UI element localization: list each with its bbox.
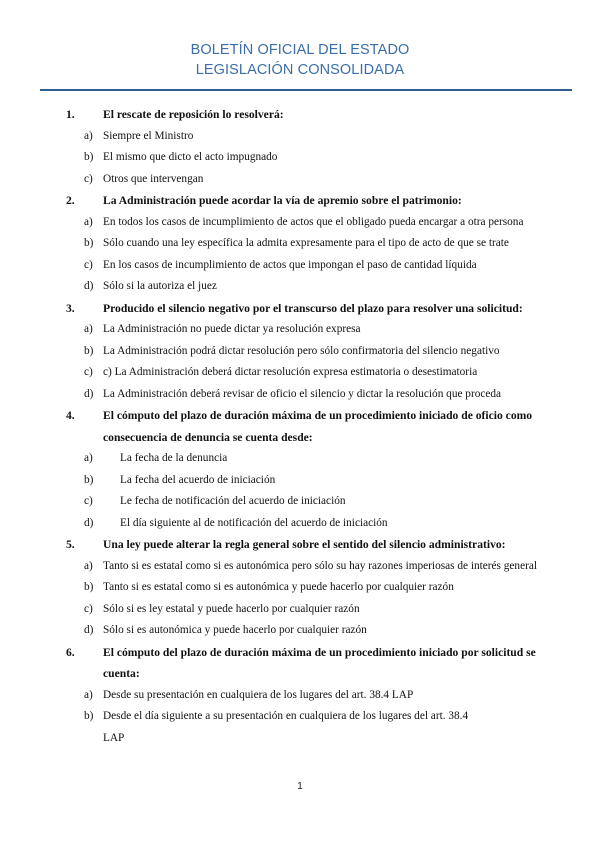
option-text: Sólo si es ley estatal y puede hacerlo por cualquier razón <box>103 602 360 615</box>
option-letter: c) <box>84 495 93 507</box>
question-text: El rescate de reposición lo resolverá: <box>103 108 284 121</box>
option-letter: a) <box>84 559 93 572</box>
option-text: Sólo cuando una ley específica la admita expresamente para el tipo de acto de que se trate <box>103 237 509 249</box>
option-4a <box>0 448 600 470</box>
option-3b <box>0 341 600 363</box>
option-letter: d) <box>84 387 94 400</box>
option-letter: b) <box>84 344 94 357</box>
option-letter: a) <box>84 323 93 335</box>
option-5d <box>0 620 600 642</box>
question-4 <box>0 405 600 448</box>
question-5 <box>0 534 600 556</box>
option-text: Otros que intervengan <box>103 172 204 185</box>
option-2c <box>0 255 600 277</box>
option-text: La fecha del acuerdo de iniciación <box>120 473 276 486</box>
option-4d <box>0 513 600 535</box>
question-2 <box>0 190 600 212</box>
option-letter: a) <box>84 688 93 701</box>
option-letter: c) <box>84 366 93 378</box>
option-text: Tanto si es estatal como si es autonómica y puede hacerlo por cualquier razón <box>103 581 454 593</box>
option-4b <box>0 470 600 492</box>
question-number: 4. <box>66 409 75 422</box>
question-text: El cómputo del plazo de duración máxima de un procedimiento iniciado de oficio como consecuencia de denuncia se cuenta desde: <box>103 409 533 444</box>
option-6a <box>0 685 600 707</box>
page-number: 1 <box>297 781 303 792</box>
option-letter: d) <box>84 280 94 292</box>
question-6 <box>0 642 600 685</box>
option-1b <box>0 147 600 169</box>
question-3 <box>0 298 600 320</box>
question-text: El cómputo del plazo de duración máxima de un procedimiento iniciado por solicitud se cuenta: <box>103 645 536 680</box>
option-letter: b) <box>84 151 94 163</box>
option-4c <box>0 491 600 513</box>
option-text: La fecha de la denuncia <box>120 452 228 464</box>
option-letter: c) <box>84 172 93 185</box>
option-text: Tanto si es estatal como si es autonómica pero sólo su hay razones imperiosas de interés general <box>103 559 538 572</box>
option-text: El mismo que dicto el acto impugnado <box>103 151 278 163</box>
option-letter: d) <box>84 624 94 636</box>
option-letter: b) <box>84 237 94 249</box>
option-6b <box>0 706 600 749</box>
option-2b <box>0 233 600 255</box>
option-5b <box>0 577 600 599</box>
option-text: La Administración deberá revisar de oficio el silencio y dictar la resolución que proceda <box>103 387 502 400</box>
question-number: 6. <box>66 645 75 659</box>
option-text: Desde el día siguiente a su presentación en cualquiera de los lugares del art. 38.4 LAP <box>103 710 469 744</box>
question-text: Producido el silencio negativo por el transcurso del plazo para resolver una solicitud: <box>103 301 523 315</box>
option-letter: b) <box>84 710 94 722</box>
header-subtitle: LEGISLACIÓN CONSOLIDADA <box>195 62 405 78</box>
option-letter: a) <box>84 129 93 142</box>
option-letter: a) <box>84 215 93 228</box>
option-letter: a) <box>84 452 93 464</box>
option-text: Sólo si es autonómica y puede hacerlo por cualquier razón <box>103 624 367 636</box>
option-letter: d) <box>84 516 94 529</box>
header-divider <box>40 89 572 91</box>
option-3d <box>0 384 600 406</box>
option-text: Desde su presentación en cualquiera de los lugares del art. 38.4 LAP <box>103 688 414 701</box>
option-1a <box>0 126 600 148</box>
option-3c <box>0 362 600 384</box>
option-text: La Administración no puede dictar ya resolución expresa <box>103 323 361 335</box>
option-2a <box>0 212 600 234</box>
option-letter: b) <box>84 581 94 593</box>
question-list <box>0 104 600 749</box>
option-2d <box>0 276 600 298</box>
header-title: BOLETÍN OFICIAL DEL ESTADO <box>190 42 410 58</box>
option-text: c) La Administración deberá dictar resolución expresa estimatoria o desestimatoria <box>103 366 478 378</box>
question-number: 1. <box>66 108 75 121</box>
option-3a <box>0 319 600 341</box>
option-text: En los casos de incumplimiento de actos que impongan el paso de cantidad líquida <box>103 258 477 271</box>
option-5c <box>0 599 600 621</box>
option-letter: b) <box>84 473 94 486</box>
question-number: 2. <box>66 194 75 207</box>
option-letter: c) <box>84 602 93 615</box>
option-5a <box>0 556 600 578</box>
option-text: En todos los casos de incumplimiento de actos que el obligado pueda encargar a otra persona <box>103 215 524 228</box>
option-1c <box>0 169 600 191</box>
document-header <box>0 40 600 80</box>
question-number: 3. <box>66 301 75 315</box>
question-text: Una ley puede alterar la regla general sobre el sentido del silencio administrativo: <box>103 538 506 551</box>
option-text: La Administración podrá dictar resolución pero sólo confirmatoria del silencio negativo <box>103 344 500 357</box>
option-letter: c) <box>84 258 93 271</box>
option-text: El día siguiente al de notificación del acuerdo de iniciación <box>120 516 388 529</box>
question-number: 5. <box>66 538 75 551</box>
option-text: Le fecha de notificación del acuerdo de iniciación <box>120 495 346 507</box>
question-text: La Administración puede acordar la vía de apremio sobre el patrimonio: <box>103 194 462 207</box>
question-1 <box>0 104 600 126</box>
option-text: Siempre el Ministro <box>103 129 194 142</box>
option-text: Sólo si la autoriza el juez <box>103 280 217 292</box>
